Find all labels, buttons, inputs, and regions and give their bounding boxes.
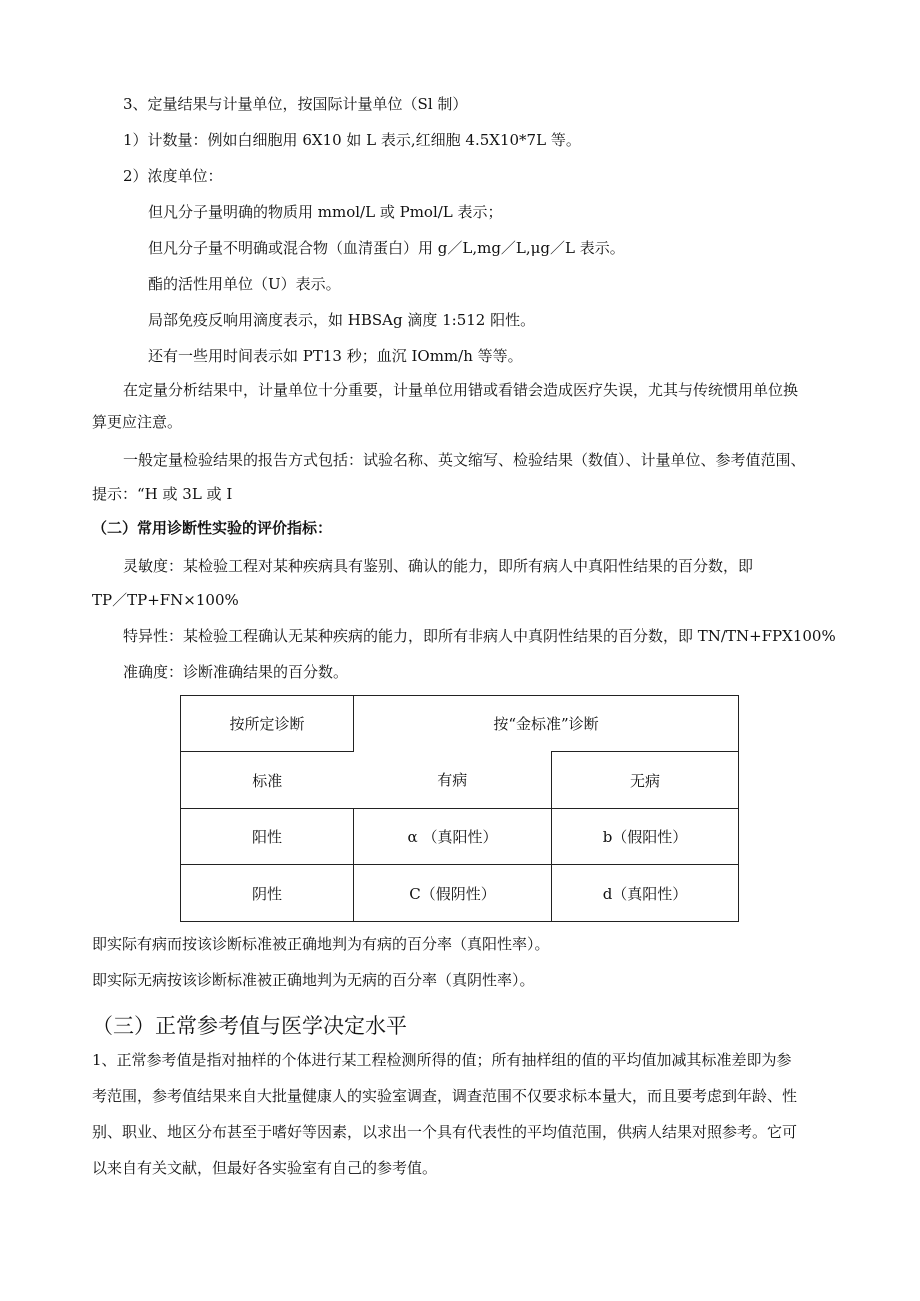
- specificity-line: 特异性：某检验工程确认无某种疾病的能力，即所有非病人中真阴性结果的百分数，即 TN/TN+FPX100%: [123, 627, 836, 645]
- reference-line1: 1、正常参考值是指对抽样的个体进行某工程检测所得的值；所有抽样组的值的平均值加减其标准差即为参: [92, 1051, 792, 1069]
- table-row: [181, 752, 739, 809]
- table-cell-negative: 阴性: [181, 865, 354, 922]
- accuracy-line: 准确度：诊断准确结果的百分数。: [123, 663, 349, 681]
- table-cell-has-disease: 有病: [354, 752, 552, 809]
- table-cell-false-positive: b（假阳性）: [552, 809, 739, 865]
- table-row: [181, 696, 739, 752]
- table-cell-false-negative: C（假阴性）: [354, 865, 552, 922]
- units-item-counting: 1）计数量：例如白细胞用 6X10 如 L 表示,红细胞 4.5X10*7L 等。: [123, 131, 581, 149]
- units-paragraph-line2: 算更应注意。: [92, 413, 183, 431]
- reference-line3: 别、职业、地区分布甚至于嗜好等因素，以求出一个具有代表性的平均值范围，供病人结果对照参考。它可: [92, 1123, 798, 1141]
- note-true-negative-rate: 即实际无病按该诊断标准被正确地判为无病的百分率（真阴性率）。: [92, 971, 535, 989]
- table-cell-true-negative: d（真阳性）: [552, 865, 739, 922]
- table-cell-header-left: 按所定诊断: [181, 696, 354, 752]
- units-paragraph-line1: 在定量分析结果中，计量单位十分重要，计量单位用错或看错会造成医疗失误，尤其与传统惯用单位换: [123, 381, 799, 399]
- units-heading: 3、定量结果与计量单位，按国际计量单位（Sl 制）: [123, 95, 468, 113]
- units-sub-time: 还有一些用时间表示如 PT13 秒；血沉 IOmm/h 等等。: [148, 347, 523, 365]
- units-sub-immune: 局部免疫反响用滴度表示，如 HBSAg 滴度 1:512 阳性。: [148, 311, 536, 329]
- section-three-heading: （三）正常参考值与医学决定水平: [92, 1014, 407, 1038]
- table-cell-true-positive: α （真阳性）: [354, 809, 552, 865]
- table-row: [181, 865, 739, 922]
- reference-line4: 以来自有关文献，但最好各实验室有自己的参考值。: [92, 1159, 438, 1177]
- table-cell-header-right: 按“金标准”诊断: [354, 696, 739, 752]
- diagnostic-evaluation-table: [180, 695, 739, 922]
- reference-line2: 考范围，参考值结果来自大批量健康人的实验室调查，调查范围不仅要求标本量大，而且要考虑到年龄、性: [92, 1087, 798, 1105]
- report-paragraph-line2: 提示：“H 或 3L 或 I: [92, 485, 233, 503]
- table-cell-positive: 阳性: [181, 809, 354, 865]
- table-cell-standard: 标准: [181, 752, 354, 809]
- units-sub-molecular: 但凡分子量明确的物质用 mmol/L 或 Pmol/L 表示；: [148, 203, 503, 221]
- report-paragraph-line1: 一般定量检验结果的报告方式包括：试验名称、英文缩写、检验结果（数值）、计量单位、参考值范围、: [123, 451, 806, 469]
- section-two-heading: （二）常用诊断性实验的评价指标：: [92, 519, 333, 537]
- units-sub-mixture: 但凡分子量不明确或混合物（血清蛋白）用 g／L,mg／L,μg／L 表示。: [148, 239, 625, 257]
- units-sub-enzyme: 酯的活性用单位（U）表示。: [148, 275, 341, 293]
- table-cell-no-disease: 无病: [552, 752, 739, 809]
- note-true-positive-rate: 即实际有病而按该诊断标准被正确地判为有病的百分率（真阳性率）。: [92, 935, 550, 953]
- sensitivity-line2: TP／TP+FN×100%: [92, 591, 239, 609]
- units-item-concentration: 2）浓度单位：: [123, 167, 223, 185]
- table-row: [181, 809, 739, 865]
- sensitivity-line1: 灵敏度：某检验工程对某种疾病具有鉴别、确认的能力，即所有病人中真阳性结果的百分数，即: [123, 557, 754, 575]
